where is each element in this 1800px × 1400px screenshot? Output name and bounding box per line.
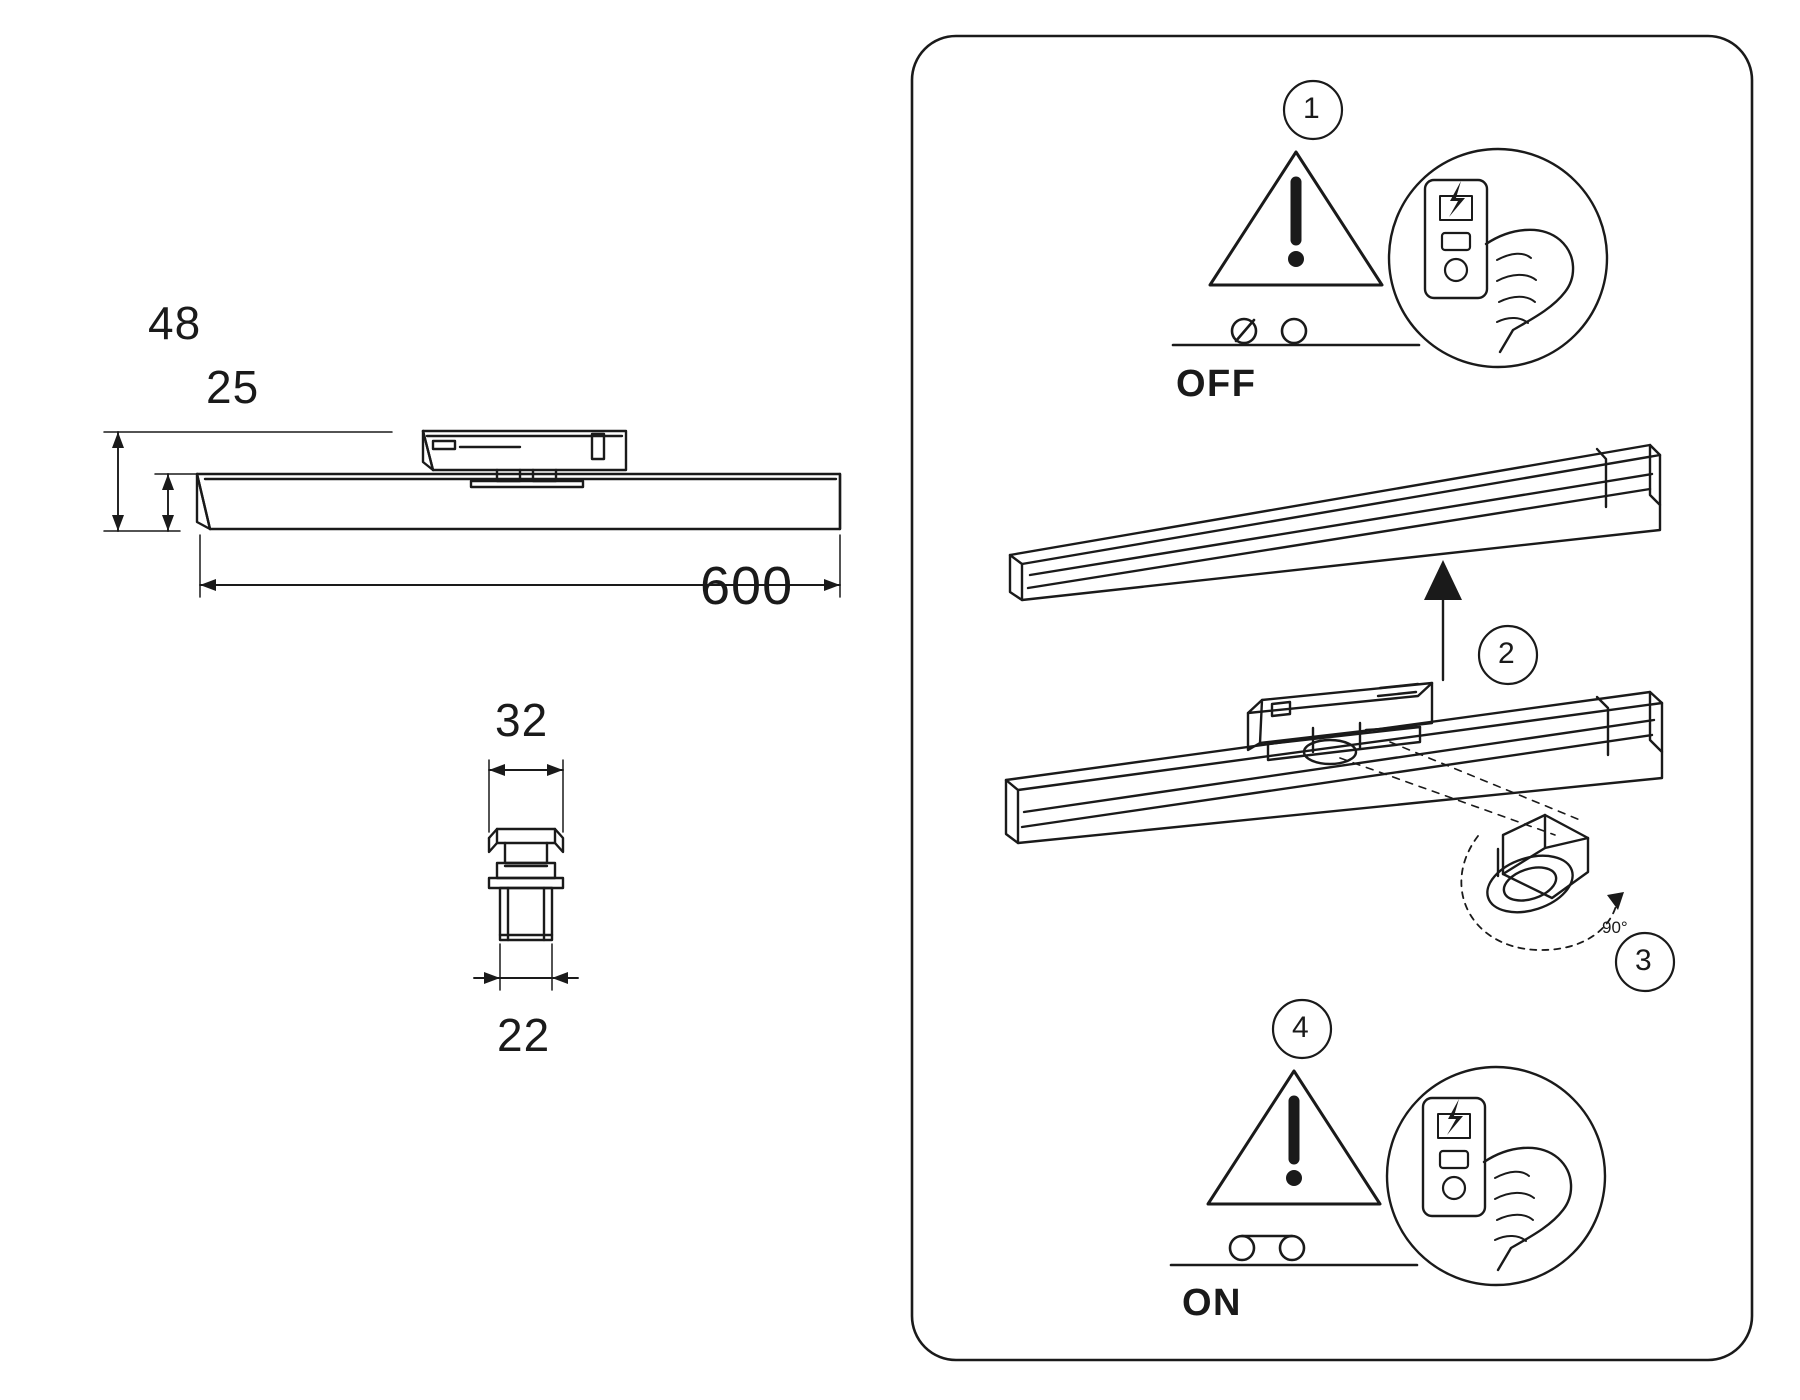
- warning-triangle-icon-1: [1210, 152, 1382, 285]
- step-2-number: 2: [1498, 637, 1515, 670]
- fixture-end-view: [489, 829, 563, 940]
- track-adapter: [1248, 683, 1432, 764]
- up-arrow-icon: [1424, 560, 1462, 680]
- track-profile-upper: [1010, 445, 1660, 600]
- switch-on-label: ON: [1182, 1282, 1242, 1324]
- step-3-number: 3: [1635, 944, 1652, 977]
- hand-switch-detail-2: [1387, 1067, 1605, 1285]
- warning-triangle-icon-2: [1208, 1071, 1380, 1204]
- switch-off-icon: [1173, 319, 1419, 345]
- dimension-48: [104, 432, 392, 531]
- hand-switch-detail-1: [1389, 149, 1607, 367]
- switch-on-icon: [1171, 1236, 1417, 1265]
- switch-off-label: OFF: [1176, 363, 1257, 405]
- dimension-label-25: 25: [206, 361, 260, 413]
- dimension-label-22: 22: [497, 1009, 551, 1061]
- dimension-25: [155, 474, 400, 531]
- instruction-panel-border: [912, 36, 1752, 1360]
- dimension-label-600: 600: [700, 556, 794, 616]
- dimension-22: [474, 944, 578, 990]
- track-profile-lower: [1006, 692, 1662, 843]
- dimension-32: [489, 760, 563, 832]
- dimension-label-48: 48: [148, 297, 202, 349]
- rotation-angle-label: 90°: [1602, 918, 1628, 937]
- twist-lock-module: [1480, 815, 1588, 922]
- fixture-side-view: [197, 431, 840, 529]
- step-4-number: 4: [1292, 1011, 1309, 1044]
- dimension-label-32: 32: [495, 694, 549, 746]
- step-1-number: 1: [1303, 92, 1320, 125]
